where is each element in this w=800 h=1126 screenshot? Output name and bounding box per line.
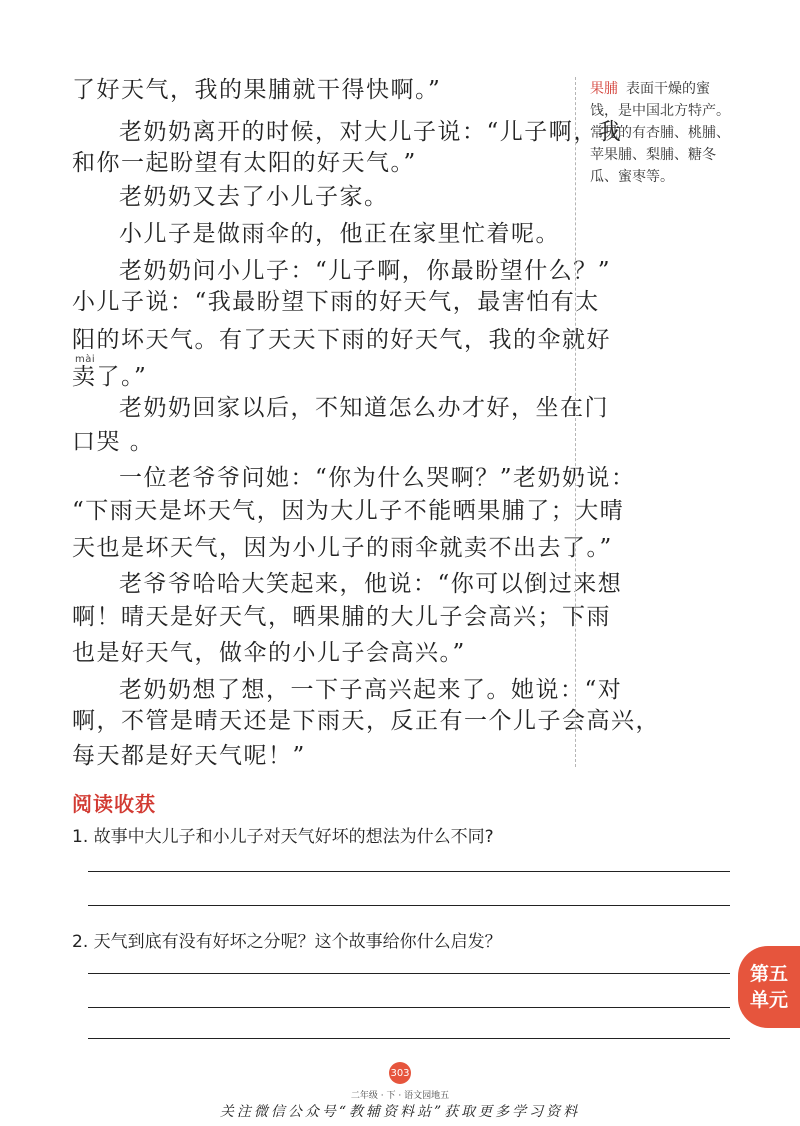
note-term: 果脯: [590, 81, 618, 97]
story-line: 小儿子是做雨伞的，他正在家里忙着呢。: [119, 221, 560, 247]
story-line: 老奶奶问小儿子：“儿子啊，你最盼望什么？”: [119, 258, 612, 284]
question-1: 1. 故事中大儿子和小儿子对天气好坏的想法为什么不同?: [72, 827, 494, 847]
story-line: 了好天气，我的果脯就干得快啊。”: [72, 77, 442, 103]
story-line: 一位老爷爷问她：“你为什么哭啊？”老奶奶说：: [119, 465, 636, 491]
story-line: 每天都是好天气呢！”: [72, 743, 306, 769]
unit-tab-line2: 单元: [749, 989, 788, 1011]
column-divider: [575, 77, 576, 767]
story-line: “下雨天是坏天气，因为大儿子不能晒果脯了；大晴: [72, 498, 625, 524]
answer-line[interactable]: [88, 1038, 730, 1039]
story-line: 卖了。”: [72, 364, 148, 390]
unit-tab: [738, 946, 800, 1028]
story-line: 老奶奶离开的时候，对大儿子说：“儿子啊，我: [119, 119, 623, 145]
story-line: 天也是坏天气，因为小儿子的雨伞就卖不出去了。”: [72, 535, 613, 561]
story-line: 阳的坏天气。有了天天下雨的好天气，我的伞就好: [72, 327, 611, 353]
unit-tab-line1: 第五: [749, 963, 788, 985]
story-line: 啊！晴天是好天气，晒果脯的大儿子会高兴；下雨: [72, 604, 611, 630]
answer-line[interactable]: [88, 973, 730, 974]
story-line: 小儿子说：“我最盼望下雨的好天气，最害怕有太: [72, 289, 600, 315]
page-number: 303: [389, 1062, 411, 1084]
vocabulary-note: [590, 78, 730, 188]
story-line: 老奶奶想了想，一下子高兴起来了。她说：“对: [119, 677, 623, 703]
reading-harvest-title: 阅读收获: [72, 792, 156, 816]
answer-line[interactable]: [88, 905, 730, 906]
story-line: 老奶奶回家以后，不知道怎么办才好，坐在门: [119, 395, 609, 421]
answer-line[interactable]: [88, 871, 730, 872]
note-definition: 表面干燥的蜜饯，是中国北方特产。常见的有杏脯、桃脯、苹果脯、梨脯、糖冬瓜、蜜枣等。: [590, 81, 730, 185]
story-line: 和你一起盼望有太阳的好天气。”: [72, 150, 417, 176]
story-line: 啊，不管是晴天还是下雨天，反正有一个儿子会高兴，: [72, 708, 660, 734]
story-line: 老奶奶又去了小儿子家。: [119, 184, 389, 210]
question-2: 2. 天气到底有没有好坏之分呢？这个故事给你什么启发？: [72, 932, 502, 952]
book-info: 二年级 · 下 · 语文园地五: [350, 1091, 450, 1101]
answer-line[interactable]: [88, 1007, 730, 1008]
promo-text: 关注微信公众号“教辅资料站”获取更多学习资料: [219, 1104, 581, 1120]
story-line: 老爷爷哈哈大笑起来，他说：“你可以倒过来想: [119, 571, 623, 597]
story-line: 口哭 。: [72, 429, 155, 455]
pinyin-annotation: mài: [75, 354, 96, 365]
story-line: 也是好天气，做伞的小儿子会高兴。”: [72, 640, 466, 666]
